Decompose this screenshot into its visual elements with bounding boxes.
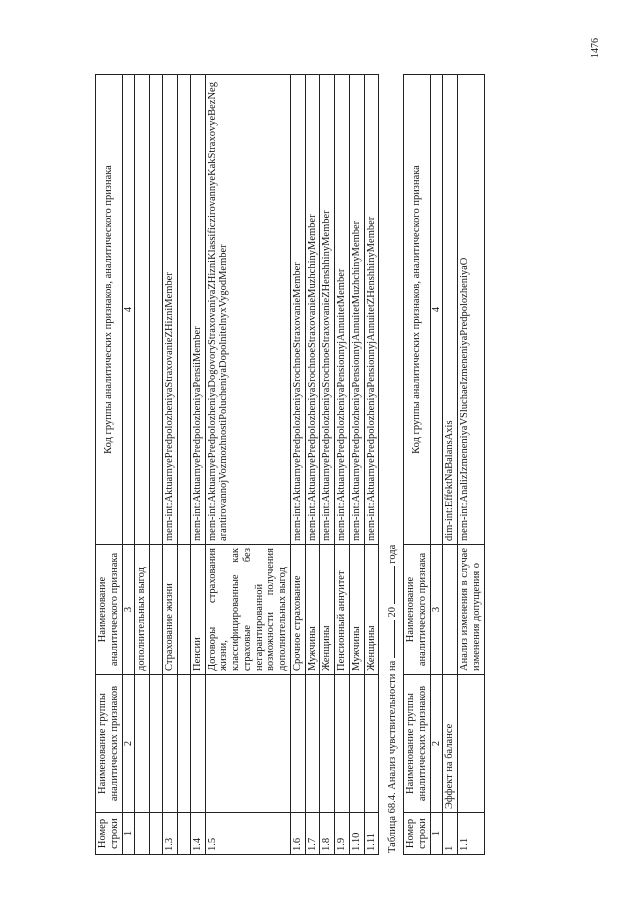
caption-blank-line — [385, 620, 395, 658]
table-row — [320, 75, 335, 855]
caption-year: 20 — [387, 606, 399, 618]
row-group — [205, 675, 290, 813]
row-group: Эффект на балансе — [443, 675, 458, 813]
row-feature-name: Женщины — [320, 545, 335, 675]
column-number-row — [122, 75, 135, 855]
table-row — [443, 75, 458, 855]
row-feature-name: Женщины — [364, 545, 379, 675]
header-group-name: Наименование группы аналитических признаков — [404, 675, 431, 813]
table-row-empty — [177, 75, 190, 855]
row-group — [305, 675, 320, 813]
row-feature-name: Страхование жизни — [163, 545, 178, 675]
caption-blank-line — [385, 566, 395, 604]
row-code: mem-int:AktuarnyePredpolozheniyaPensionnyjAnnuitetZHenshhinyMember — [364, 75, 379, 545]
column-number: 3 — [430, 545, 443, 675]
header-feature-name: Наименование аналитического признака — [96, 545, 123, 675]
column-number: 4 — [430, 75, 443, 545]
header-group-name: Наименование группы аналитических признаков — [96, 675, 123, 813]
row-code: mem-int:AktuarnyePredpolozheniyaSrochnoeStraxovanieMuzhchinyMember — [305, 75, 320, 545]
row-number: 1.4 — [190, 813, 205, 855]
row-group — [364, 675, 379, 813]
row-number: 1.11 — [364, 813, 379, 855]
column-number-row — [430, 75, 443, 855]
table-row — [190, 75, 205, 855]
table-row-empty — [150, 75, 163, 855]
table-row — [305, 75, 320, 855]
row-code: mem-int:AktuarnyePredpolozheniyaStraxovanieZHizniMember — [163, 75, 178, 545]
row-code: mem-int:AnalizIzmeneniyaVSluchaeIzmeneniyaPredpolozheniyaO — [458, 75, 485, 545]
row-code: dim-int:EffektNaBalansAxis — [443, 75, 458, 545]
header-row-number: Номер строки — [96, 813, 123, 855]
table-caption — [385, 75, 399, 853]
column-number: 2 — [122, 675, 135, 813]
column-number: 1 — [430, 813, 443, 855]
row-feature-name: Мужчины — [305, 545, 320, 675]
row-number: 1.3 — [163, 813, 178, 855]
header-code: Код группы аналитических признаков, аналитического признака — [96, 75, 123, 545]
table-header-row — [404, 75, 431, 855]
header-row-number: Номер строки — [404, 813, 431, 855]
header-feature-name: Наименование аналитического признака — [404, 545, 431, 675]
row-code: mem-int:AktuarnyePredpolozheniyaPensiiMember — [190, 75, 205, 545]
table-row — [335, 75, 350, 855]
row-feature-name: Пенсионный аннуитет — [335, 545, 350, 675]
row-number — [135, 813, 150, 855]
row-number: 1.5 — [205, 813, 290, 855]
row-code: mem-int:AktuarnyePredpolozheniyaPensionnyjAnnuitetMuzhchinyMember — [349, 75, 364, 545]
table-row — [364, 75, 379, 855]
row-number: 1.6 — [290, 813, 305, 855]
row-feature-name: Срочное страхование — [290, 545, 305, 675]
row-group — [290, 675, 305, 813]
row-feature-name: Пенсии — [190, 545, 205, 675]
table-row — [290, 75, 305, 855]
row-code: mem-int:AktuarnyePredpolozheniyaDogovoryStraxovaniyaZHizniKlassificzirovannyeKakStraxovyeBezNegarantirovannojVozmozhnostiPolucheniyaDopolnitelnyxVygodMember — [205, 75, 290, 545]
row-number: 1.7 — [305, 813, 320, 855]
column-number: 4 — [122, 75, 135, 545]
column-number: 1 — [122, 813, 135, 855]
row-number: 1.8 — [320, 813, 335, 855]
table-header-row — [96, 75, 123, 855]
row-number: 1.10 — [349, 813, 364, 855]
column-number: 2 — [430, 675, 443, 813]
row-code: mem-int:AktuarnyePredpolozheniyaPensionnyjAnnuitetMember — [335, 75, 350, 545]
row-group — [135, 675, 150, 813]
table-row — [458, 75, 485, 855]
table-row — [349, 75, 364, 855]
table-sensitivity-analysis — [403, 74, 485, 855]
row-feature-name: Договоры страхования жизни, классифицированные как страховые без негарантированной возможности получения дополнительных выгод — [205, 545, 290, 675]
table-row — [205, 75, 290, 855]
row-group — [458, 675, 485, 813]
row-feature-name — [443, 545, 458, 675]
table-row — [135, 75, 150, 855]
table-row — [163, 75, 178, 855]
row-group — [320, 675, 335, 813]
row-number: 1 — [443, 813, 458, 855]
row-group — [335, 675, 350, 813]
header-code: Код группы аналитических признаков, аналитического признака — [404, 75, 431, 545]
row-feature-name: дополнительных выгод — [135, 545, 150, 675]
row-number: 1.9 — [335, 813, 350, 855]
caption-prefix: Таблица 68.4. Анализ чувствительности на — [387, 660, 399, 853]
column-number: 3 — [122, 545, 135, 675]
caption-suffix: года — [387, 544, 399, 564]
row-group — [190, 675, 205, 813]
row-code: mem-int:AktuarnyePredpolozheniyaSrochnoeStraxovanieZHenshhinyMember — [320, 75, 335, 545]
page-number: 1476 — [590, 38, 601, 58]
row-feature-name: Мужчины — [349, 545, 364, 675]
row-code: mem-int:AktuarnyePredpolozheniyaSrochnoeStraxovanieMember — [290, 75, 305, 545]
row-number: 1.1 — [458, 813, 485, 855]
row-code — [135, 75, 150, 545]
row-group — [163, 675, 178, 813]
rotated-page-content — [95, 75, 625, 855]
table-analytics-codes — [95, 74, 379, 855]
row-group — [349, 675, 364, 813]
row-feature-name: Анализ изменения в случае изменения допущения о — [458, 545, 485, 675]
